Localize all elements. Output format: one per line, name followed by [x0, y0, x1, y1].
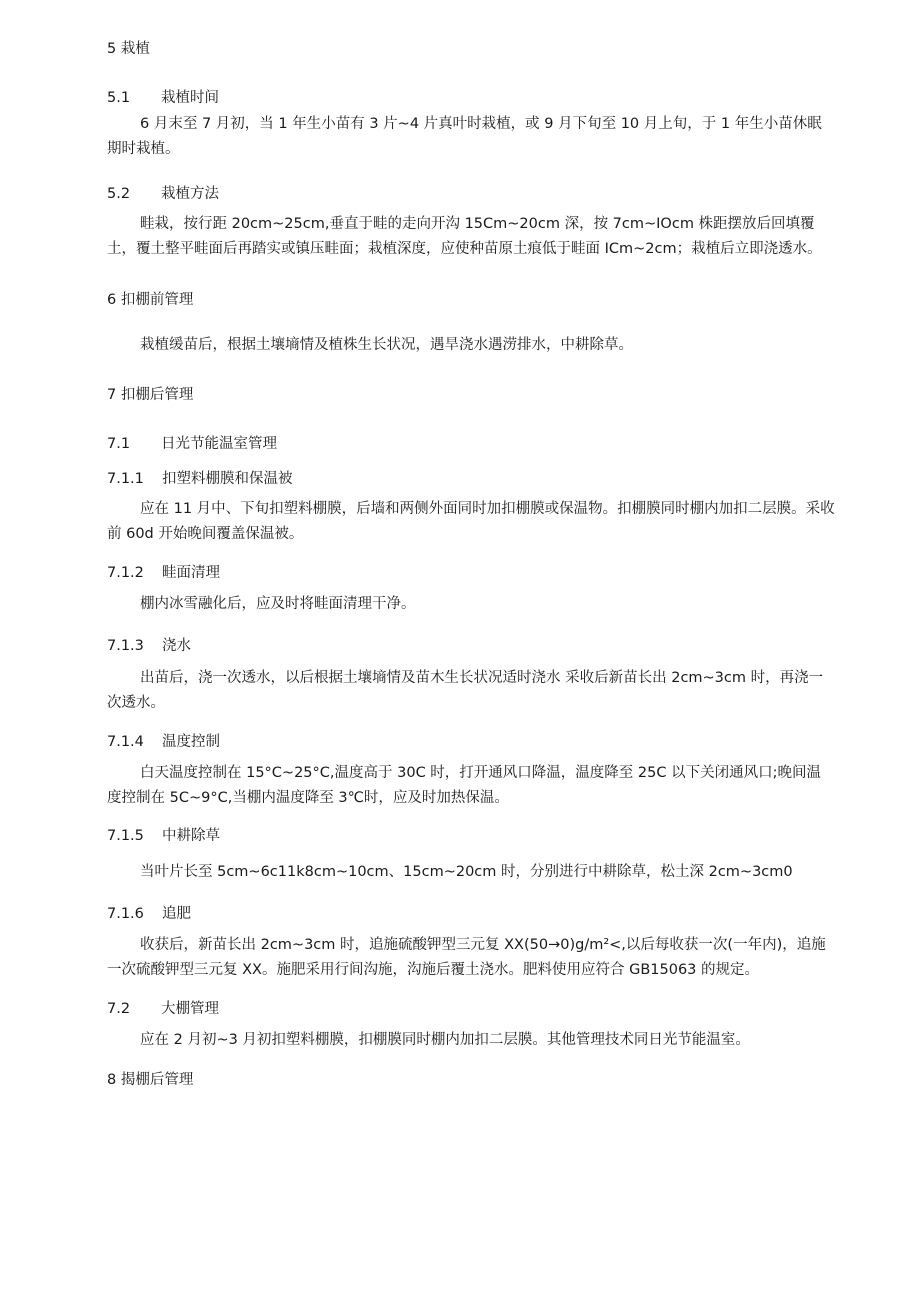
- paragraph-7-1-6: 收获后，新苗长出 2cm~3cm 时，追施硫酸钾型三元复 XX(50→0)g∕m²<,以后每收获一次(一年内)，追施一次硫酸钾型三元复 XX。施肥采用行间沟施，沟施后覆土浇水。肥料使用应符合 GB15063 的规定。: [107, 937, 826, 978]
- section-title: 栽植时间: [161, 90, 219, 106]
- heading-section-7-1-1: [107, 467, 293, 488]
- section-title: 栽植方法: [161, 186, 219, 202]
- heading-section-6: 6 扣棚前管理: [107, 292, 194, 308]
- section-title: 大棚管理: [161, 1001, 219, 1017]
- section-number: 7.1.5: [107, 828, 144, 844]
- paragraph-5-2: 畦栽，按行距 20cm~25cm,垂直于畦的走向开沟 15Cm~20cm 深，按 7cm~IOcm 株距摆放后回填覆土，覆土整平畦面后再踏实或镇压畦面；栽植深度，应使种苗原土痕低于畦面 ICm~2cm；栽植后立即浇透水。: [107, 216, 822, 257]
- heading-section-5-2: [107, 182, 219, 203]
- section-title: 浇水: [162, 638, 191, 654]
- paragraph-7-1-3: 出苗后，浇一次透水，以后根据土壤墒情及苗木生长状况适时浇水 采收后新苗长出 2cm~3cm 时，再浇一次透水。: [107, 670, 824, 711]
- paragraph-7-2: 应在 2 月初~3 月初扣塑料棚膜，扣棚膜同时棚内加扣二层膜。其他管理技术同日光节能温室。: [140, 1032, 750, 1048]
- section-number: 7.1: [107, 436, 131, 452]
- heading-section-7-1-2: [107, 561, 220, 582]
- section-title: 日光节能温室管理: [161, 436, 277, 452]
- section-number: 7.1.3: [107, 638, 144, 654]
- section-number: 5.2: [107, 186, 131, 202]
- heading-section-5: 5 栽植: [107, 41, 150, 57]
- section-title: 畦面清理: [162, 565, 220, 581]
- heading-section-5-1: [107, 86, 219, 107]
- section-number: 7.1.6: [107, 906, 144, 922]
- paragraph-5-1: 6 月末至 7 月初，当 1 年生小苗有 3 片~4 片真叶时栽植，或 9 月下旬至 10 月上旬，于 1 年生小苗休眠期时栽植。: [107, 116, 822, 157]
- heading-section-7-1: [107, 432, 277, 453]
- section-number: 7.1.4: [107, 734, 144, 750]
- paragraph-6: 栽植缓苗后，根据土壤墒情及植株生长状况，遇旱浇水遇涝排水，中耕除草。: [140, 337, 633, 353]
- paragraph-7-1-2: 棚内冰雪融化后，应及时将畦面清理干净。: [140, 596, 416, 612]
- paragraph-7-1-1: 应在 11 月中、下旬扣塑料棚膜，后墙和两侧外面同时加扣棚膜或保温物。扣棚膜同时棚内加扣二层膜。采收前 60d 开始晚间覆盖保温被。: [107, 501, 835, 542]
- heading-section-7-2: [107, 997, 219, 1018]
- section-title: 追肥: [162, 906, 191, 922]
- section-number: 7.2: [107, 1001, 131, 1017]
- heading-section-7-1-3: [107, 634, 191, 655]
- heading-section-7-1-6: [107, 902, 191, 923]
- heading-section-7-1-5: [107, 824, 220, 845]
- heading-section-8: 8 揭棚后管理: [107, 1072, 194, 1088]
- section-title: 中耕除草: [162, 828, 220, 844]
- heading-section-7: 7 扣棚后管理: [107, 387, 194, 403]
- paragraph-7-1-4: 白天温度控制在 15°C~25°C,温度高于 30C 时，打开通风口降温，温度降至 25C 以下关闭通风口;晚间温度控制在 5C~9°C,当棚内温度降至 3℃时，应及时加热保温。: [107, 765, 821, 806]
- section-number: 7.1.1: [107, 471, 144, 487]
- section-number: 5.1: [107, 90, 131, 106]
- section-title: 温度控制: [162, 734, 220, 750]
- section-number: 7.1.2: [107, 565, 144, 581]
- heading-section-7-1-4: [107, 730, 220, 751]
- section-title: 扣塑料棚膜和保温被: [162, 471, 293, 487]
- paragraph-7-1-5: 当叶片长至 5cm~6c11k8cm~10cm、15cm~20cm 时，分别进行中耕除草，松土深 2cm~3cm0: [140, 864, 793, 880]
